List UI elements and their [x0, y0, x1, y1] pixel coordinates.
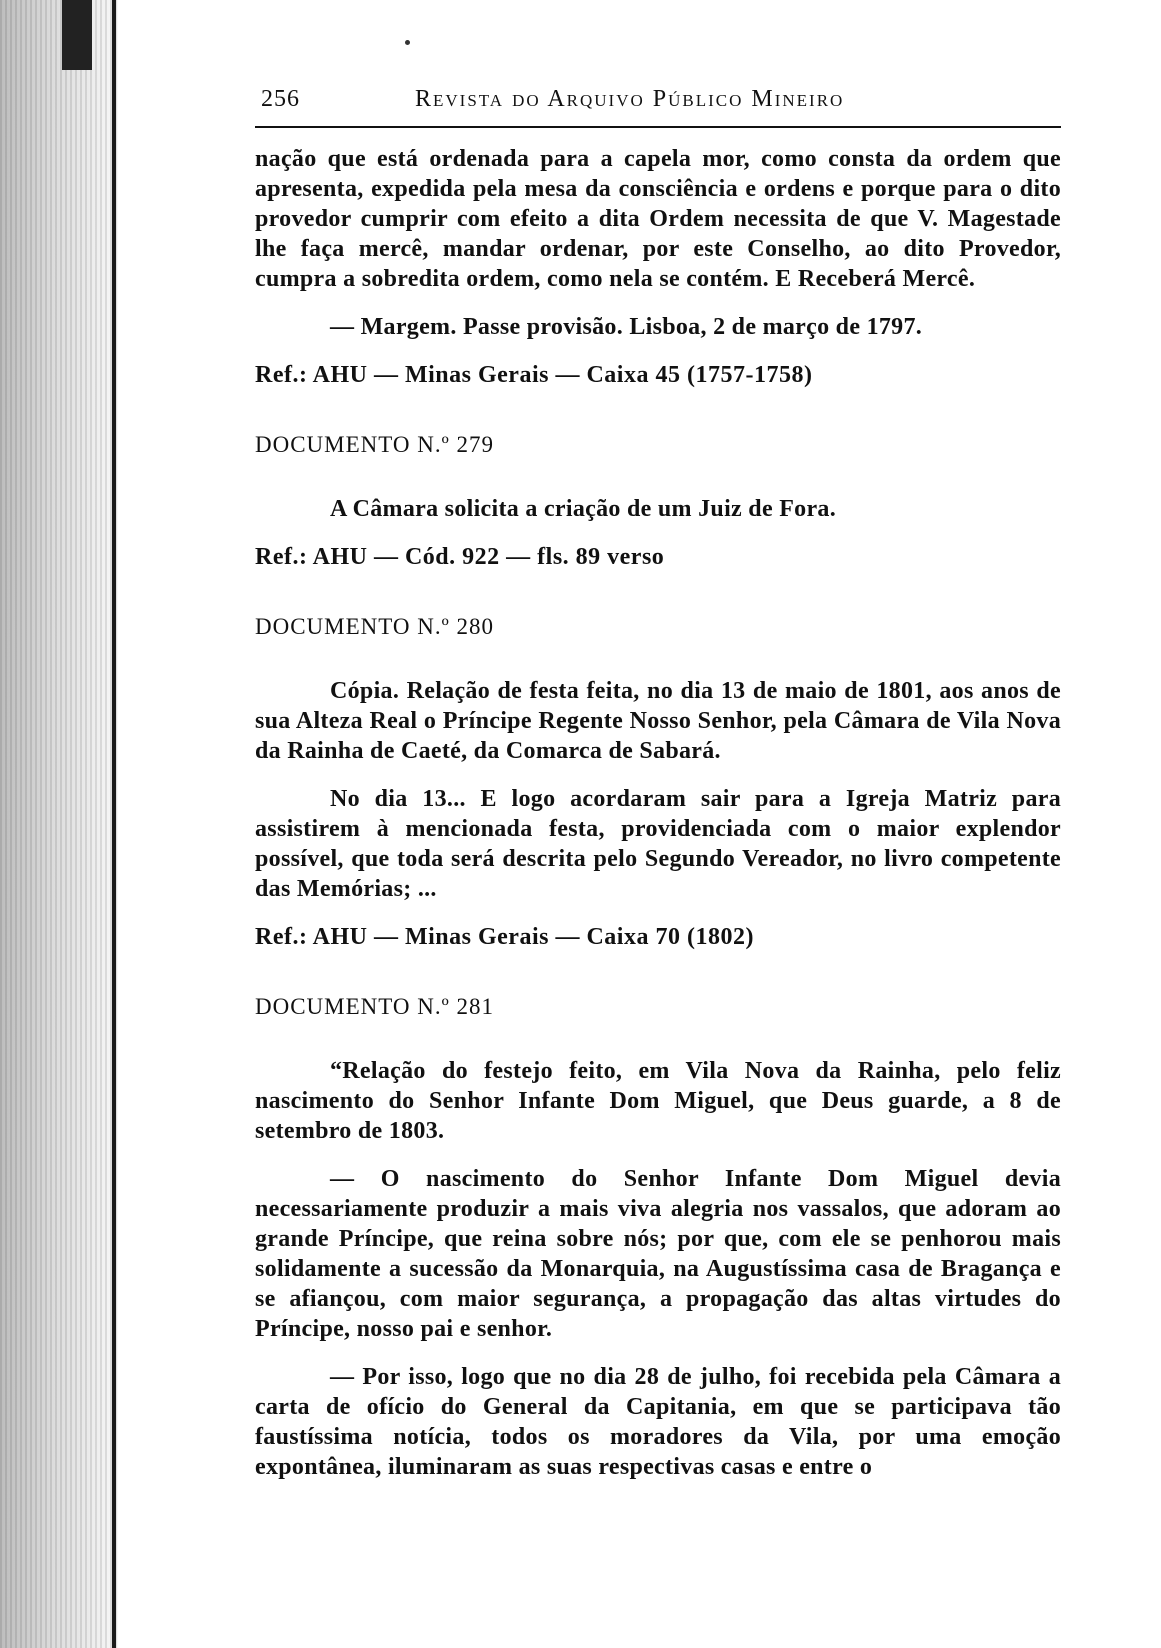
- continued-paragraph: nação que está ordenada para a capela mor, como consta da ordem que apresenta, expedida pela mesa da consciência e ordens e porque para o dito provedor cumprir com efeito a dita Ordem necessita de que V. Magestade lhe faça mercê, mandar ordenar, por este Conselho, ao dito Provedor, cumpra a sobredita ordem, como nela se contém. E Receberá Mercê.: [255, 146, 1061, 292]
- document-paragraph-281-3: — Por isso, logo que no dia 28 de julho, foi recebida pela Câmara a carta de ofício do General da Capitania, em que se participava tão faustíssima notícia, todos os moradores da Vila, por uma emoção expontânea, iluminaram as suas respectivas casas e entre o: [255, 1364, 1061, 1480]
- reference-line-280: Ref.: AHU — Minas Gerais — Caixa 70 (1802): [255, 924, 754, 950]
- document-heading-279: DOCUMENTO N.º 279: [255, 432, 495, 457]
- page-body: [255, 70, 1061, 1482]
- running-header: [255, 70, 1061, 128]
- journal-title: Revista do Arquivo Público Mineiro: [415, 86, 845, 112]
- reference-line-279: Ref.: AHU — Cód. 922 — fls. 89 verso: [255, 544, 665, 570]
- print-speck: [405, 40, 410, 45]
- document-paragraph-280-1: Cópia. Relação de festa feita, no dia 13 de maio de 1801, aos anos de sua Alteza Real o Príncipe Regente Nosso Senhor, pela Câmara de Vila Nova da Rainha de Caeté, da Comarca de Sabará.: [255, 678, 1061, 764]
- document-heading-281: DOCUMENTO N.º 281: [255, 994, 495, 1019]
- margin-note: — Margem. Passe provisão. Lisboa, 2 de março de 1797.: [330, 314, 923, 340]
- reference-line: Ref.: AHU — Minas Gerais — Caixa 45 (1757-1758): [255, 362, 813, 388]
- document-paragraph-281-2: — O nascimento do Senhor Infante Dom Miguel devia necessariamente produzir a mais viva alegria nos vassalos, que adoram ao grande Príncipe, que reina sobre nós; por que, com ele se penhorou mais solidamente a sucessão da Monarquia, na Augustíssima casa de Bragança e se afiançou, com maior segurança, a propagação das altas virtudes do Príncipe, nosso pai e senhor.: [255, 1166, 1061, 1342]
- binding-edge-line: [112, 0, 116, 1648]
- binding-top-mark: [62, 0, 92, 70]
- page-text: [255, 144, 1061, 1482]
- book-binding-shadow: [0, 0, 118, 1648]
- document-paragraph-281-1: “Relação do festejo feito, em Vila Nova da Rainha, pelo feliz nascimento do Senhor Infante Dom Miguel, que Deus guarde, a 8 de setembro de 1803.: [255, 1058, 1061, 1144]
- document-heading-280: DOCUMENTO N.º 280: [255, 614, 495, 639]
- document-paragraph-280-2: No dia 13... E logo acordaram sair para a Igreja Matriz para assistirem à mencionada festa, providenciada com o maior explendor possível, que toda será descrita pelo Segundo Vereador, no livro competente das Memórias; ...: [255, 786, 1061, 902]
- page-number: 256: [261, 86, 300, 112]
- document-summary-279: A Câmara solicita a criação de um Juiz de Fora.: [330, 496, 837, 522]
